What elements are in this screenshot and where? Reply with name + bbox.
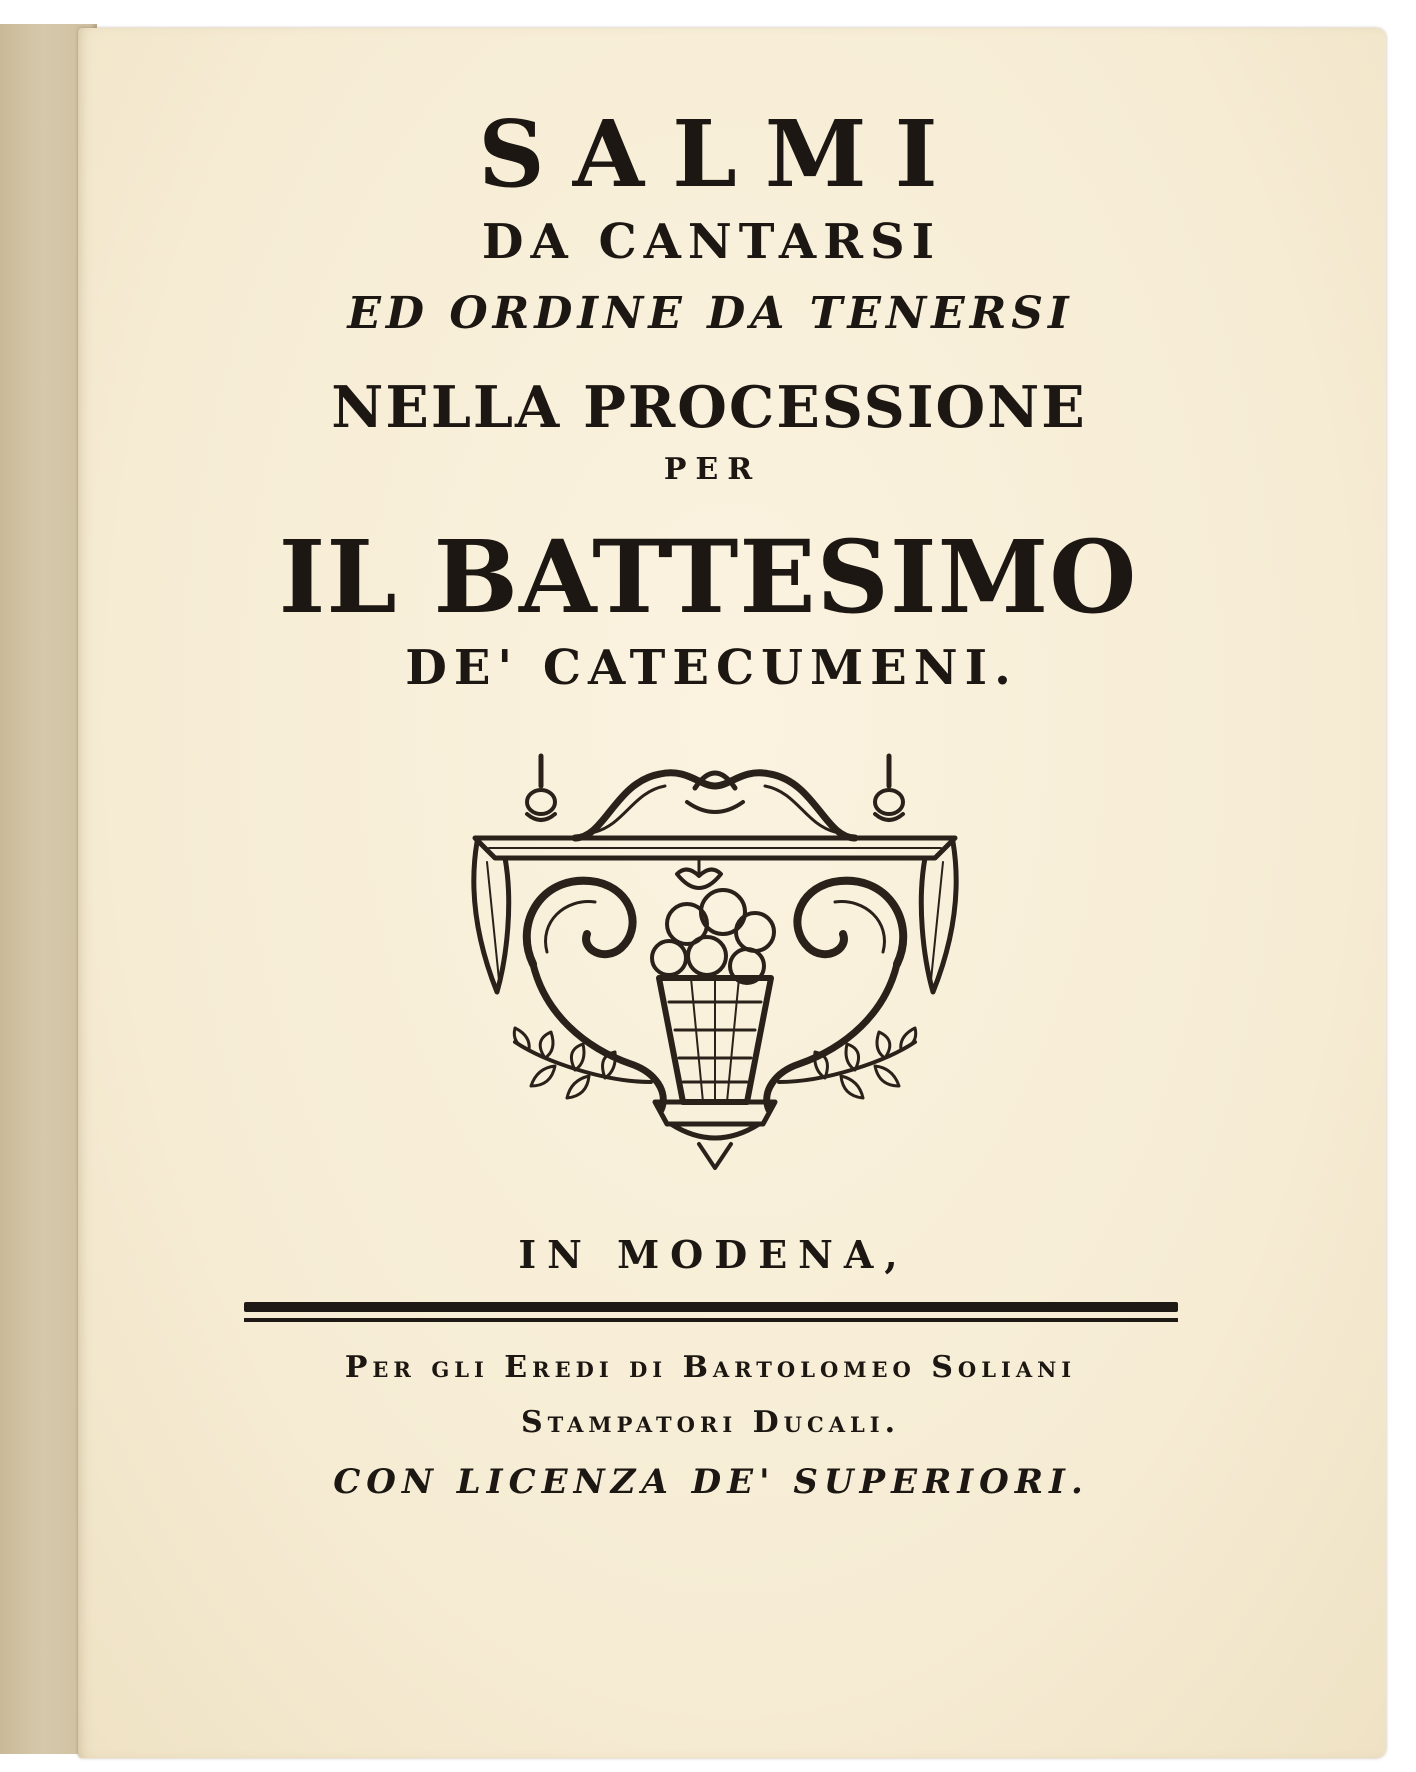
double-rule-thick xyxy=(244,1302,1178,1312)
title-battesimo: IL BATTESIMO xyxy=(278,518,1138,636)
imprint-place: IN MODENA, xyxy=(518,1232,909,1277)
woodcut-ornament-icon xyxy=(455,752,975,1204)
subtitle-per: PER xyxy=(663,452,762,487)
imprint-printer: Per gli Eredi di Bartolomeo Soliani xyxy=(344,1350,1077,1385)
imprint-printer-title: Stampatori Ducali. xyxy=(520,1405,901,1440)
subtitle-catecumeni: DE' CATECUMENI. xyxy=(405,640,1018,696)
double-rule-thin xyxy=(244,1318,1178,1322)
title-salmi: SALMI xyxy=(478,100,966,208)
subtitle-ed-ordine: ED ORDINE DA TENERSI xyxy=(347,288,1074,339)
imprint-license: CON LICENZA DE' SUPERIORI. xyxy=(333,1462,1089,1502)
subtitle-da-cantarsi: DA CANTARSI xyxy=(481,214,942,270)
subtitle-processione: NELLA PROCESSIONE xyxy=(331,374,1087,441)
